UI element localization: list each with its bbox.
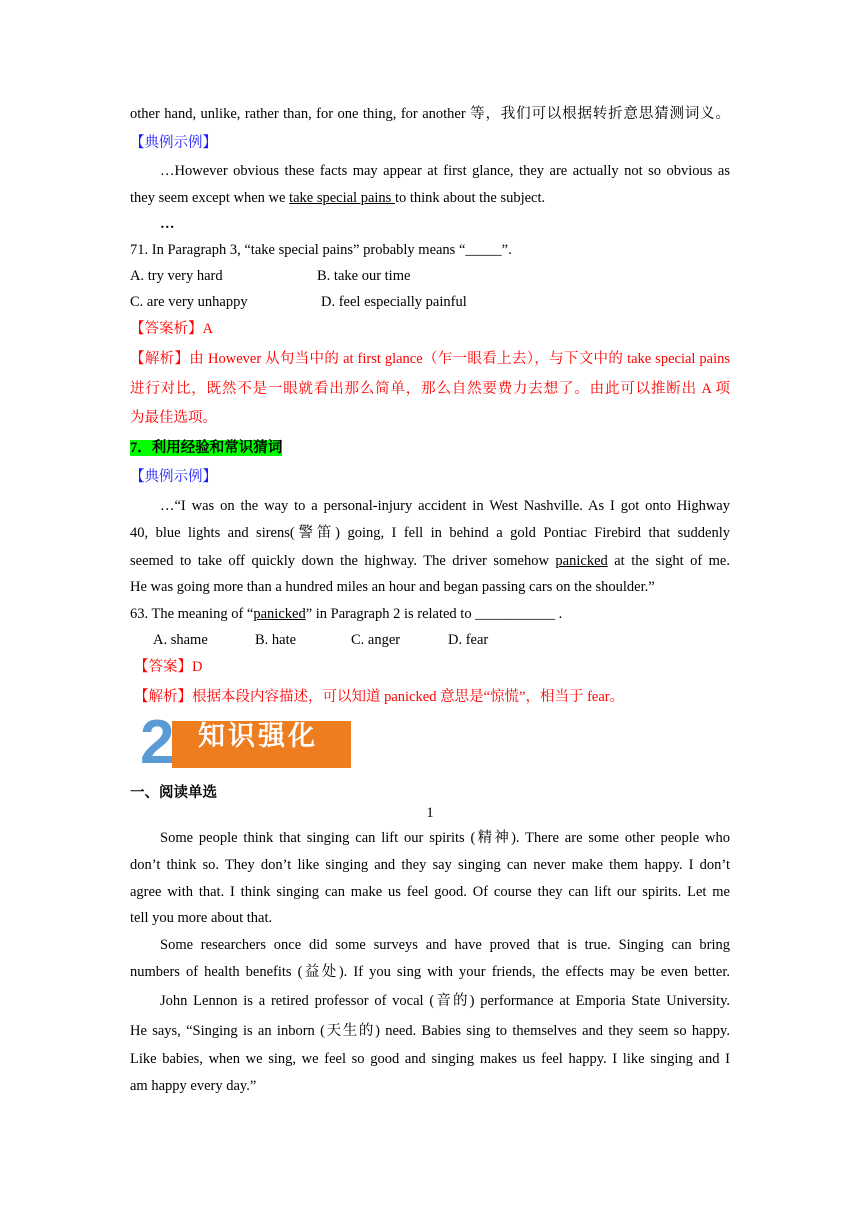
- option-b: B. hate: [255, 632, 297, 648]
- example-tag: 【典例示例】: [130, 469, 217, 485]
- option-c: C. anger: [351, 632, 401, 648]
- option-b: B. take our time: [317, 268, 411, 284]
- passage-text: am happy every day.”: [130, 1078, 257, 1094]
- example-text: He was going more than a hundred miles an hour and began passing cars on the shoulder.”: [130, 579, 655, 595]
- passage-number: 1: [426, 805, 434, 821]
- underlined-phrase: take special pains: [289, 190, 395, 206]
- option-d: D. fear: [448, 632, 489, 648]
- example-text: they seem except when we take special pains to think about the subject.: [130, 190, 546, 206]
- question-71: 71. In Paragraph 3, “take special pains” probably means “_____”.: [130, 242, 512, 258]
- explanation-63: 【解析】根据本段内容描述，可以知道 panicked 意思是“惊慌”，相当于 fear。: [134, 689, 625, 705]
- option-c: C. are very unhappy: [130, 294, 248, 310]
- passage-text: tell you more about that.: [130, 910, 273, 926]
- question-63: 63. The meaning of “panicked” in Paragraph 2 is related to ___________ .: [130, 606, 563, 622]
- passage-text: Some researchers once did some surveys and have proved that is true. Singing can bring: [160, 937, 730, 953]
- banner-title: 知识强化: [198, 721, 318, 752]
- passage-text: agree with that. I think singing can make us feel good. Of course they can lift our spirits. Let me: [130, 884, 730, 900]
- options-71-row1: [130, 266, 730, 286]
- passage-text: Like babies, when we sing, we feel so good and singing makes us feel happy. I like singing and I: [130, 1051, 730, 1067]
- options-71-row2: [130, 292, 730, 312]
- options-63: [130, 630, 730, 650]
- section-title: 一、阅读单选: [130, 785, 217, 801]
- answer-63: 【答案】D: [134, 659, 203, 675]
- ellipsis: …: [160, 216, 175, 232]
- explanation-71: 为最佳选项。: [130, 410, 217, 426]
- answer-71: 【答案析】A: [130, 321, 213, 337]
- option-a: A. shame: [153, 632, 208, 648]
- passage-text: numbers of health benefits (益处). If you sing with your friends, the effects may be even better.: [130, 964, 730, 980]
- passage-text: He says, “Singing is an inborn (天生的) need. Babies sing to themselves and they seem so happy.: [130, 1023, 730, 1039]
- passage-text: John Lennon is a retired professor of vocal (音的) performance at Emporia State University.: [160, 993, 730, 1009]
- paragraph-top: other hand, unlike, rather than, for one thing, for another 等，我们可以根据转折意思猜测词义。: [130, 106, 730, 122]
- option-a: A. try very hard: [130, 268, 223, 284]
- example-tag: 【典例示例】: [130, 135, 217, 151]
- option-d: D. feel especially painful: [321, 294, 467, 310]
- example-text: seemed to take off quickly down the highway. The driver somehow panicked at the sight of me.: [130, 553, 730, 569]
- explanation-71: 进行对比，既然不是一眼就看出那么简单，那么自然要费力去想了。由此可以推断出 A 项: [130, 381, 730, 397]
- example-text: 40, blue lights and sirens(警笛) going, I fell in behind a gold Pontiac Firebird that suddenly: [130, 525, 730, 541]
- explanation-71: 【解析】由 However 从句当中的 at first glance（乍一眼看上去），与下文中的 take special pains: [130, 351, 730, 367]
- underlined-word: panicked: [253, 606, 306, 622]
- banner-number: 2: [140, 708, 175, 777]
- example-text: …“I was on the way to a personal-injury accident in West Nashville. As I got onto Highway: [160, 498, 730, 514]
- section-heading-7: 7．利用经验和常识猜词: [130, 440, 283, 456]
- passage-text: Some people think that singing can lift our spirits (精神). There are some other people who: [160, 830, 730, 846]
- underlined-word: panicked: [555, 553, 608, 569]
- passage-text: don’t think so. They don’t like singing and they say singing can never make them happy. I don’t: [130, 857, 730, 873]
- example-text: …However obvious these facts may appear at first glance, they are actually not so obvious as: [160, 163, 730, 179]
